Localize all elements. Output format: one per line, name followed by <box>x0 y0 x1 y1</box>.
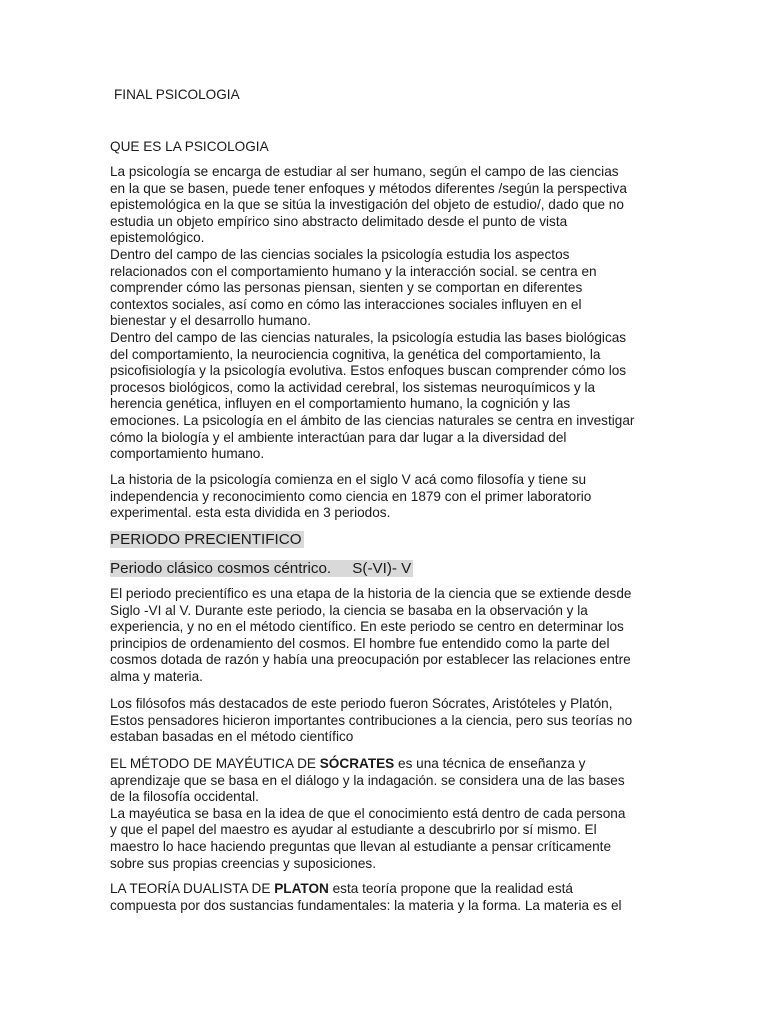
text-line: contextos sociales, así como en cómo las interacciones sociales influyen en el <box>110 296 582 312</box>
text-line: emociones. La psicología en el ámbito de las ciencias naturales se centra en investigar <box>110 412 635 428</box>
text-line: maestro lo hace haciendo preguntas que llevan al estudiante a pensar críticamente <box>110 838 612 854</box>
paragraph-intro <box>110 164 662 463</box>
period-heading-text: PERIODO PRECIENTIFICO <box>110 531 302 548</box>
text-line: Dentro del campo de las ciencias naturales, la psicología estudia las bases biológicas <box>110 329 627 345</box>
document-title: FINAL PSICOLOGIA <box>114 87 240 102</box>
socrates-bold-name: SÓCRATES <box>319 756 395 771</box>
platon-tail-text: esta teoría propone que la realidad está <box>328 881 573 896</box>
text-line: alma y materia. <box>110 668 203 684</box>
text-line: Siglo -VI al V. Durante este periodo, la ciencia se basaba en la observación y la <box>110 602 588 618</box>
text-line: principios de ordenamiento del cosmos. El hombre fue entendido como la parte del <box>110 635 610 651</box>
text-line: en la que se basen, puede tener enfoques y métodos diferentes /según la perspectiva <box>110 180 627 196</box>
text-line: epistemológica en la que se sitúa la investigación del objeto de estudio/, dado que no <box>110 197 624 213</box>
paragraph-socrates <box>110 756 662 872</box>
socrates-first-line <box>110 756 662 773</box>
platon-bold-name: PLATON <box>274 881 329 896</box>
text-line: comportamiento humano. <box>110 446 265 462</box>
text-line: aprendizaje que se basa en el diálogo y la indagación. se considera una de las bases <box>110 772 625 788</box>
text-line: estudia un objeto empírico sino abstracto delimitado desde el punto de vista <box>110 213 568 229</box>
text-line: del comportamiento, la neurociencia cognitiva, la genética del comportamiento, la <box>110 346 601 362</box>
highlight-period-heading <box>110 530 304 549</box>
text-line: de la filosofía occidental. <box>110 789 259 805</box>
text-line: cómo la biología y el ambiente interactúan para dar lugar a la diversidad del <box>110 429 567 445</box>
text-line: La psicología se encarga de estudiar al ser humano, según el campo de las ciencias <box>110 164 619 179</box>
socrates-lead-text: EL MÉTODO DE MAYÉUTICA DE <box>110 756 320 771</box>
socrates-body <box>110 773 662 873</box>
text-line: experiencia, y no en el método científico. En este periodo se centro en determinar los <box>110 619 624 635</box>
text-line: Dentro del campo de las ciencias sociales la psicología estudia los aspectos <box>110 246 570 262</box>
text-line: Estos pensadores hicieron importantes contribuciones a la ciencia, pero sus teorías no <box>110 712 633 728</box>
paragraph-history <box>110 472 662 522</box>
text-line: La mayéutica se basa en la idea de que el conocimiento está dentro de cada persona <box>110 805 626 821</box>
text-line: herencia genética, influyen en el comportamiento humano, la cognición y las <box>110 396 571 412</box>
text-line: Los filósofos más destacados de este periodo fueron Sócrates, Aristóteles y Platón, <box>110 696 613 711</box>
text-line: experimental. esta esta dividida en 3 periodos. <box>110 505 391 521</box>
text-line: independencia y reconocimiento como ciencia en 1879 con el primer laboratorio <box>110 488 592 504</box>
platon-first-line <box>110 881 662 898</box>
platon-body <box>110 898 662 915</box>
text-line: compuesta por dos sustancias fundamentales: la materia y la forma. La materia es el <box>110 897 622 913</box>
text-line: relacionados con el comportamiento humano y la interacción social. se centra en <box>110 263 597 279</box>
text-line: procesos biológicos, como la actividad cerebral, los sistemas neuroquímicos y la <box>110 379 596 395</box>
text-line: psicofisiología y la psicología evolutiva. Estos enfoques buscan comprender cómo los <box>110 363 627 379</box>
paragraph-philosophers <box>110 696 662 746</box>
highlight-period-subheading <box>110 559 413 578</box>
platon-lead-text: LA TEORÍA DUALISTA DE <box>110 881 275 896</box>
text-line: La historia de la psicología comienza en el siglo V acá como filosofía y tiene su <box>110 472 587 487</box>
text-line: cosmos dotada de razón y había una preocupación por establecer las relaciones entre <box>110 652 631 668</box>
text-line: bienestar y el desarrollo humano. <box>110 313 311 329</box>
text-line: estaban basadas en el método científico <box>110 729 354 745</box>
socrates-tail-text: es una técnica de enseñanza y <box>394 756 586 771</box>
paragraph-precientific <box>110 586 662 686</box>
text-line: El periodo precientífico es una etapa de la historia de la ciencia que se extiende desde <box>110 586 632 601</box>
paragraph-platon <box>110 881 662 914</box>
section-heading: QUE ES LA PSICOLOGIA <box>110 139 269 154</box>
text-line: comprender cómo las personas piensan, sienten y se comportan en diferentes <box>110 280 583 296</box>
text-line: y que el papel del maestro es ayudar al estudiante a descubrirlo por sí mismo. El <box>110 822 597 838</box>
text-line: sobre sus propias creencias y suposiciones. <box>110 855 376 871</box>
period-subheading-text: Periodo clásico cosmos céntrico. S(-VI)- V <box>110 560 412 577</box>
text-line: epistemológico. <box>110 230 205 246</box>
